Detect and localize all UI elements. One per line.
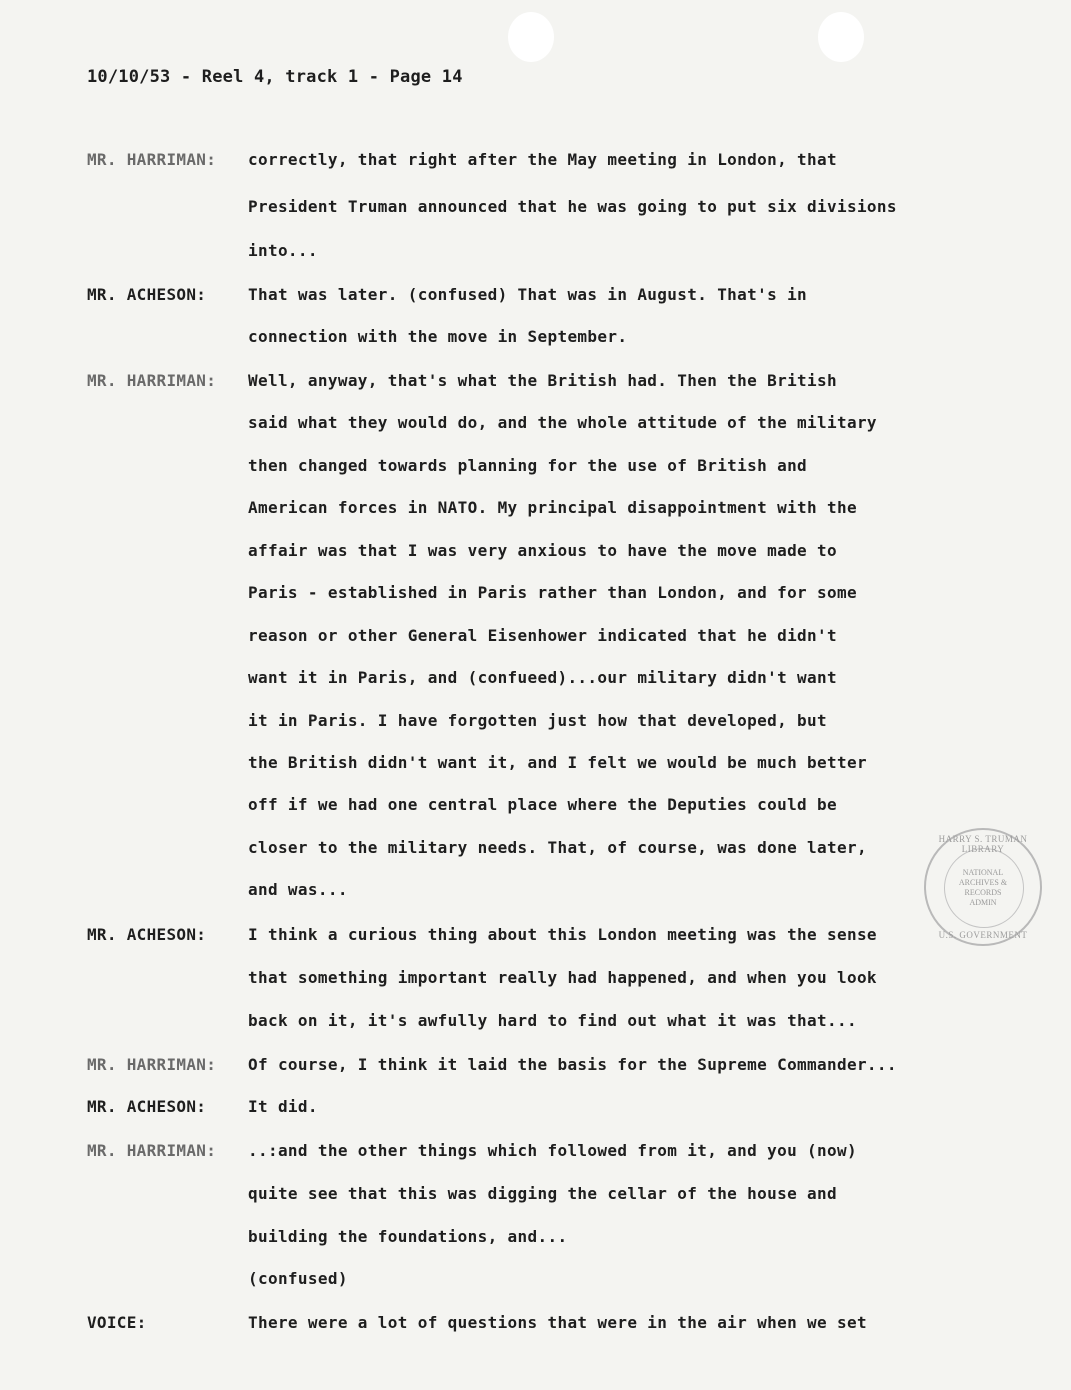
transcript-line: the British didn't want it, and I felt we would be much better — [248, 753, 867, 772]
speaker-label: MR. HARRIMAN: — [87, 1141, 217, 1160]
transcript-line: American forces in NATO. My principal disappointment with the — [248, 498, 857, 517]
transcript-line: it in Paris. I have forgotten just how that developed, but — [248, 711, 828, 730]
transcript-line: correctly, that right after the May meeting in London, that — [248, 150, 837, 169]
transcript-line: off if we had one central place where the Deputies could be — [248, 795, 837, 814]
speaker-label: MR. ACHESON: — [87, 925, 207, 944]
punch-hole — [818, 12, 864, 62]
transcript-line: Of course, I think it laid the basis for the Supreme Commander... — [248, 1055, 897, 1074]
stamp-center-line: ADMIN — [969, 898, 997, 907]
transcript-line: want it in Paris, and (confueed)...our military didn't want — [248, 668, 837, 687]
transcript-line: reason or other General Eisenhower indicated that he didn't — [248, 626, 837, 645]
stamp-center-text — [946, 868, 1020, 908]
library-stamp — [924, 828, 1042, 946]
transcript-line: said what they would do, and the whole attitude of the military — [248, 413, 877, 432]
transcript-line: It did. — [248, 1097, 318, 1116]
stamp-bottom-text: U.S. GOVERNMENT — [938, 930, 1028, 940]
transcript-line: that something important really had happened, and when you look — [248, 968, 877, 987]
transcript-line: Paris - established in Paris rather than London, and for some — [248, 583, 857, 602]
transcript-line: connection with the move in September. — [248, 327, 628, 346]
stamp-top-text: HARRY S. TRUMAN LIBRARY — [938, 834, 1028, 854]
stamp-center-line: ARCHIVES & — [958, 878, 1008, 887]
stamp-center-line: NATIONAL — [962, 868, 1004, 877]
transcript-line: back on it, it's awfully hard to find out what it was that... — [248, 1011, 857, 1030]
speaker-label: VOICE: — [87, 1313, 147, 1332]
transcript-line: and was... — [248, 880, 348, 899]
transcript-line: There were a lot of questions that were in the air when we set — [248, 1313, 867, 1332]
transcript-line: I think a curious thing about this London meeting was the sense — [248, 925, 877, 944]
punch-hole — [508, 12, 554, 62]
speaker-label: MR. HARRIMAN: — [87, 150, 217, 169]
transcript-line: affair was that I was very anxious to have the move made to — [248, 541, 837, 560]
speaker-label: MR. ACHESON: — [87, 1097, 207, 1116]
speaker-label: MR. ACHESON: — [87, 285, 207, 304]
transcript-line: closer to the military needs. That, of course, was done later, — [248, 838, 867, 857]
transcript-line: Well, anyway, that's what the British had. Then the British — [248, 371, 837, 390]
transcript-line: building the foundations, and... — [248, 1227, 568, 1246]
speaker-label: MR. HARRIMAN: — [87, 371, 217, 390]
page-header: 10/10/53 - Reel 4, track 1 - Page 14 — [87, 67, 463, 87]
transcript-line: President Truman announced that he was going to put six divisions — [248, 197, 897, 216]
speaker-label: MR. HARRIMAN: — [87, 1055, 217, 1074]
stamp-center-line: RECORDS — [964, 888, 1002, 897]
transcript-line: That was later. (confused) That was in August. That's in — [248, 285, 808, 304]
transcript-line: then changed towards planning for the use of British and — [248, 456, 808, 475]
transcript-line: (confused) — [248, 1269, 348, 1288]
transcript-line: quite see that this was digging the cellar of the house and — [248, 1184, 837, 1203]
transcript-line: ..:and the other things which followed from it, and you (now) — [248, 1141, 857, 1160]
transcript-line: into... — [248, 241, 318, 260]
